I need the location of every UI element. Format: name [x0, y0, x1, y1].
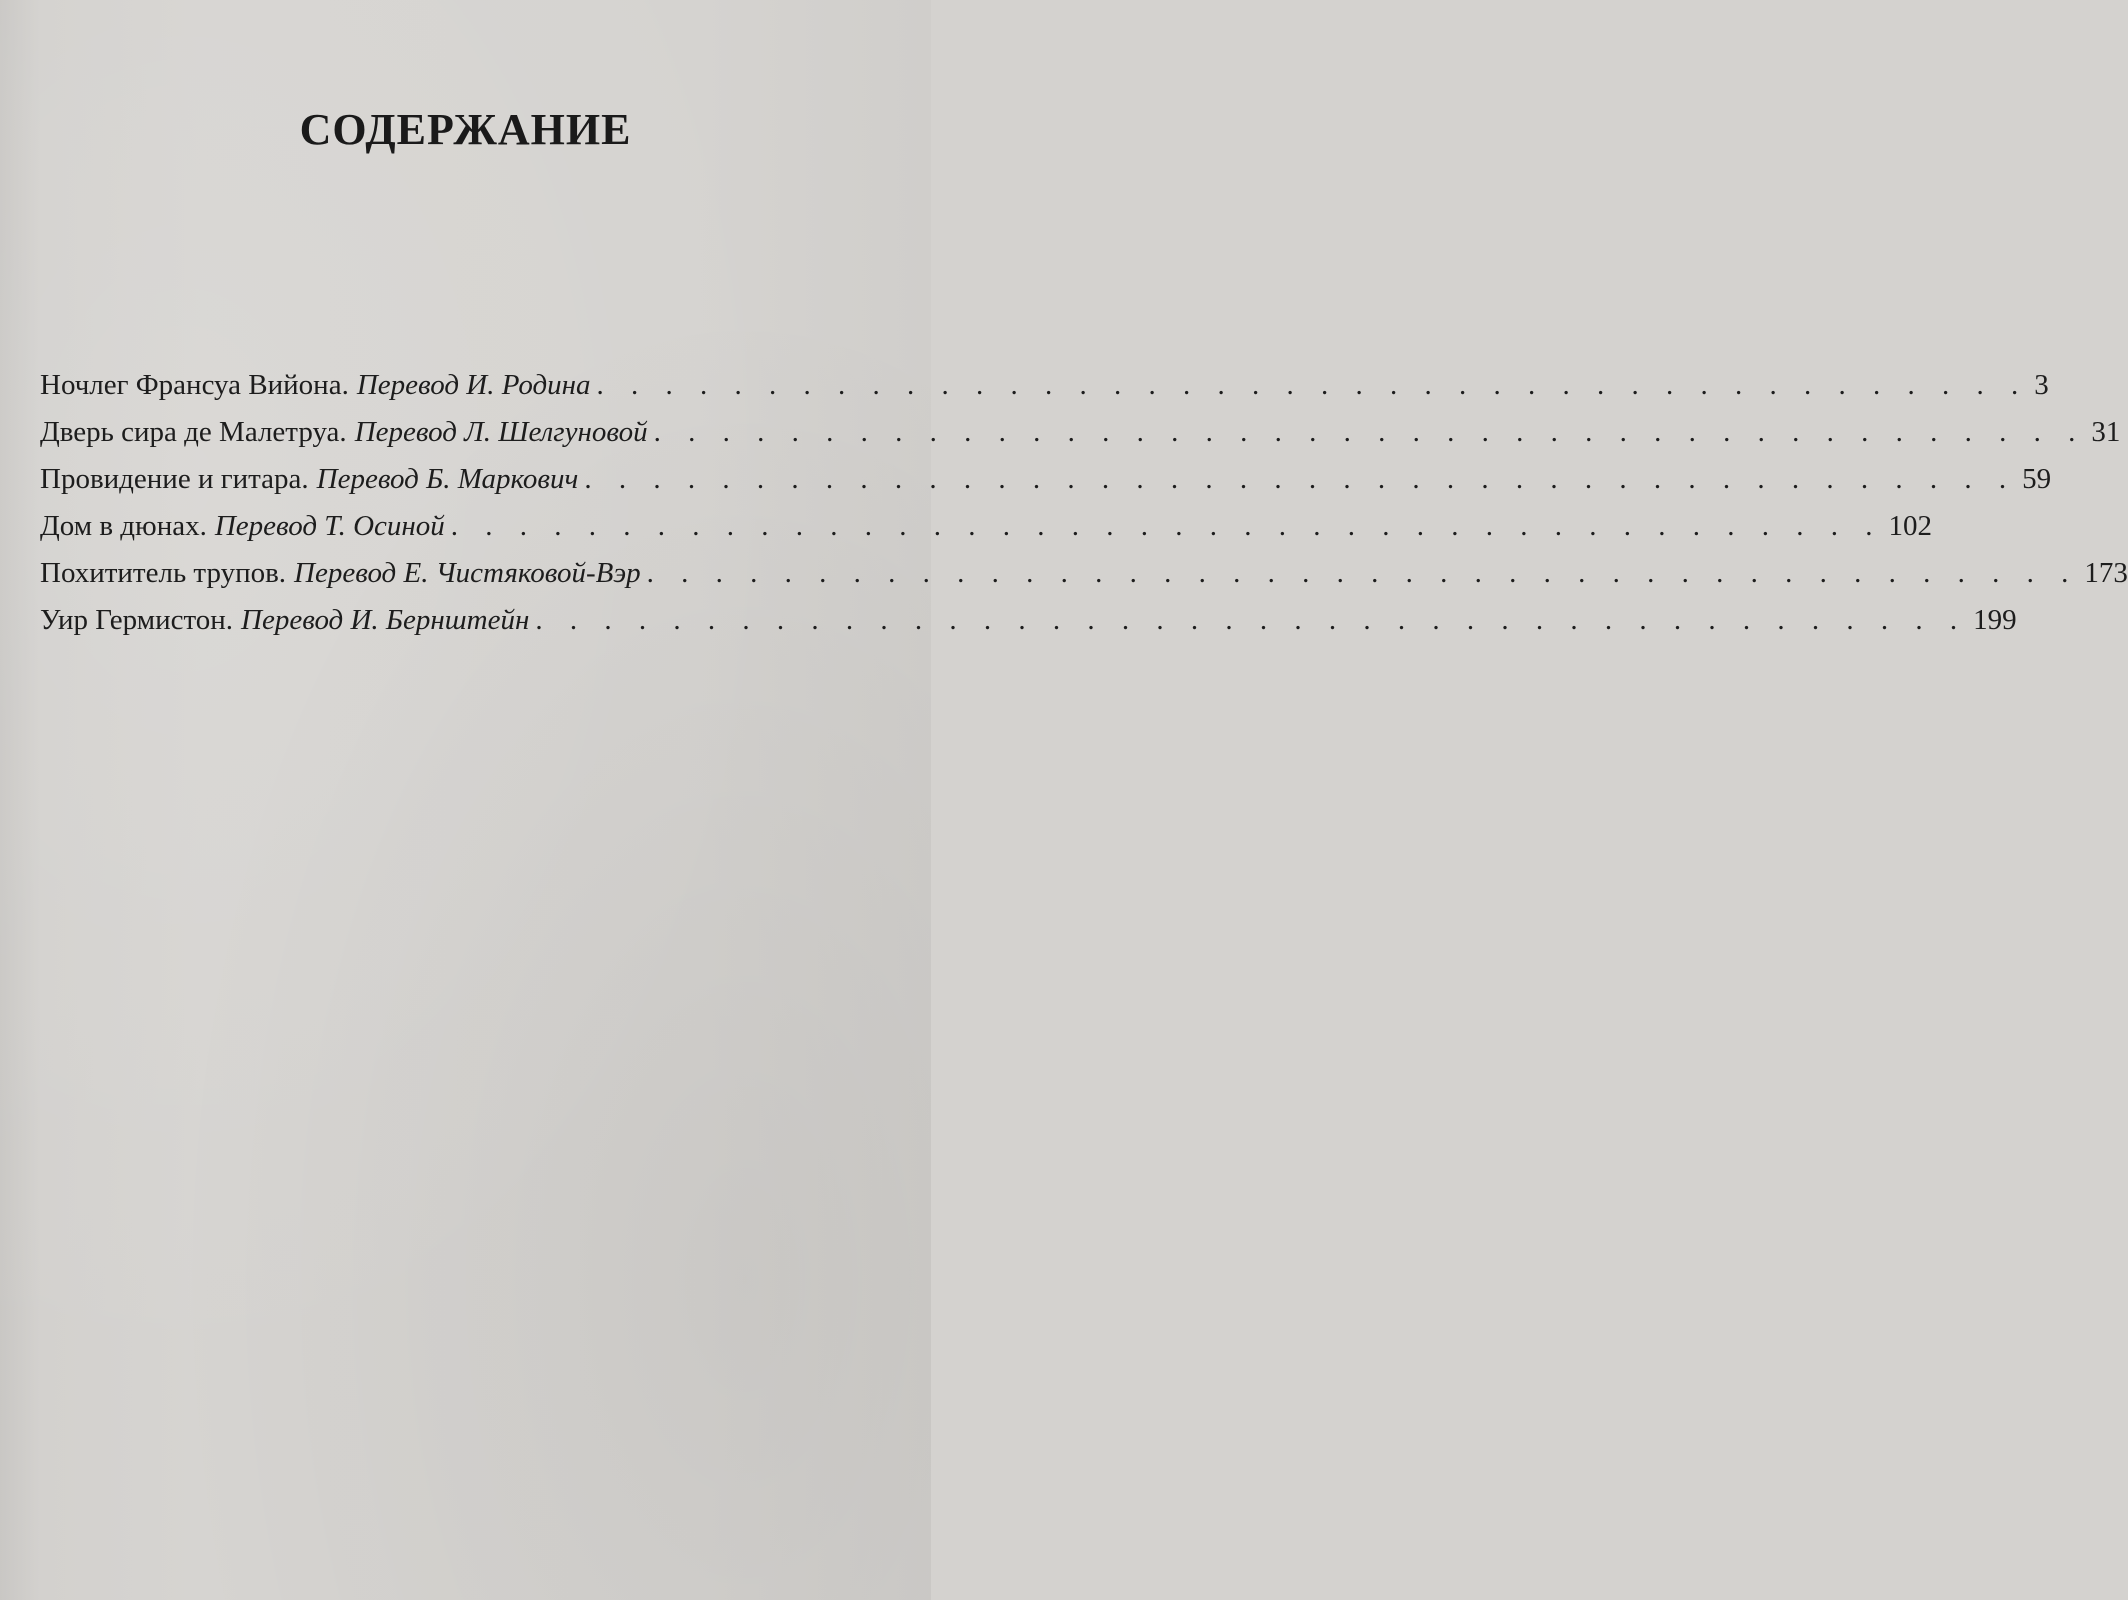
dot-leader: . . . . . . . . . . . . . . . . . . . . . . . . . . . . . . . . . . . . . . . . . .	[584, 463, 2017, 495]
toc-entry-title: Дом в дюнах.	[40, 510, 207, 542]
toc-entry-page: 173	[2084, 557, 2128, 589]
toc-entry-title: Провидение и гитара.	[40, 463, 309, 495]
dot-leader: . . . . . . . . . . . . . . . . . . . . . . . . . . . . . . . . . . . . . . . . . .	[653, 416, 2086, 448]
table-of-contents	[40, 362, 2128, 644]
toc-entry	[40, 550, 2128, 597]
dot-leader: . . . . . . . . . . . . . . . . . . . . . . . . . . . . . . . . . . . . . . . . . .	[535, 604, 1968, 636]
dot-leader: . . . . . . . . . . . . . . . . . . . . . . . . . . . . . . . . . . . . . . . . . .	[646, 557, 2079, 589]
dot-leader: . . . . . . . . . . . . . . . . . . . . . . . . . . . . . . . . . . . . . . . . . .	[596, 369, 2029, 401]
page-title: СОДЕРЖАНИЕ	[299, 105, 632, 154]
toc-entry-translator: Перевод И. Родина	[356, 369, 591, 401]
toc-entry-page: 31	[2091, 416, 2121, 448]
toc-entry-page: 102	[1888, 510, 1933, 542]
dot-leader: . . . . . . . . . . . . . . . . . . . . . . . . . . . . . . . . . . . . . . . . . .	[450, 510, 1883, 542]
toc-entry	[40, 503, 1933, 550]
toc-entry-translator: Перевод И. Бернштейн	[241, 604, 530, 636]
toc-entry-page: 3	[2034, 369, 2049, 401]
toc-entry-translator: Перевод Е. Чистяковой-Вэр	[294, 557, 641, 589]
toc-entry	[40, 597, 2017, 644]
toc-entry	[40, 409, 2121, 456]
toc-entry-title: Ночлег Франсуа Вийона.	[40, 369, 349, 401]
toc-entry-translator: Перевод Л. Шелгуновой	[354, 416, 648, 448]
toc-entry-page: 199	[1973, 604, 2017, 636]
toc-entry-page: 59	[2022, 463, 2052, 495]
toc-entry-title: Похититель трупов.	[40, 557, 287, 589]
toc-entry-title: Дверь сира де Малетруа.	[40, 416, 347, 448]
toc-entry-translator: Перевод Б. Маркович	[316, 463, 579, 495]
toc-entry-title: Уир Гермистон.	[40, 604, 234, 636]
toc-entry	[40, 362, 2049, 409]
toc-entry-translator: Перевод Т. Осиной	[214, 510, 445, 542]
toc-entry	[40, 456, 2052, 503]
